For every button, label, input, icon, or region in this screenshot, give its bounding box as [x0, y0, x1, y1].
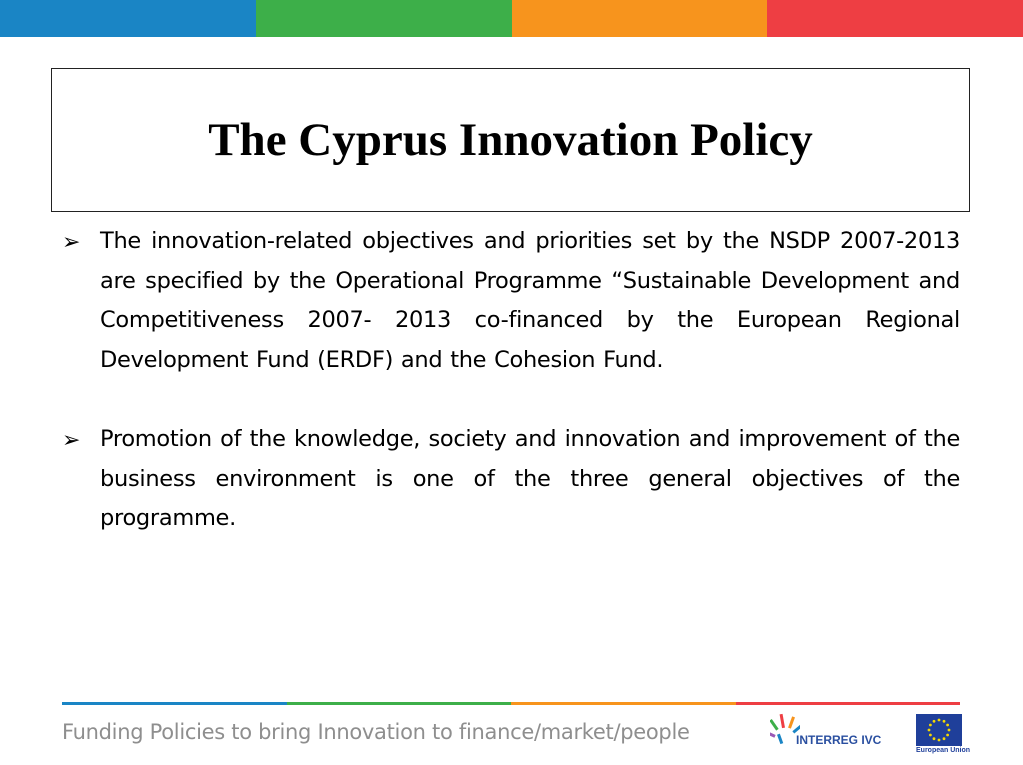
eu-label: European Union — [916, 747, 971, 754]
bullet-text: The innovation-related objectives and priorities set by the NSDP 2007-2013 are specified by the Operational Programme “Sustainable Development and Competitiveness 2007- 2013 co-financed by the European Regional Development Fund (ERDF) and the Cohesion Fund. — [100, 228, 960, 373]
top-color-bar — [0, 0, 1023, 37]
footer-color-line — [62, 702, 960, 705]
footer-line-red — [736, 702, 961, 705]
footer-tagline: Funding Policies to bring Innovation to finance/market/people — [62, 720, 690, 744]
eu-flag-icon — [916, 714, 962, 746]
slide-title: The Cyprus Innovation Policy — [208, 114, 813, 166]
bullet-text: Promotion of the knowledge, society and innovation and improvement of the business environment is one of the three general objectives of the programme. — [100, 426, 960, 531]
interreg-label: INTERREG IVC — [796, 733, 882, 747]
top-bar-orange — [512, 0, 768, 37]
bullet-list — [62, 222, 960, 579]
top-bar-green — [256, 0, 512, 37]
interreg-logo — [770, 712, 890, 757]
arrowhead-bullet-icon: ➢ — [62, 229, 81, 254]
footer-line-blue — [62, 702, 287, 705]
top-bar-blue — [0, 0, 256, 37]
top-bar-red — [767, 0, 1023, 37]
title-box — [51, 68, 970, 212]
footer-line-green — [287, 702, 512, 705]
bullet-item — [62, 420, 960, 539]
bullet-item — [62, 222, 960, 380]
eu-logo — [916, 714, 971, 760]
arrowhead-bullet-icon: ➢ — [62, 427, 81, 452]
footer-line-orange — [511, 702, 736, 705]
